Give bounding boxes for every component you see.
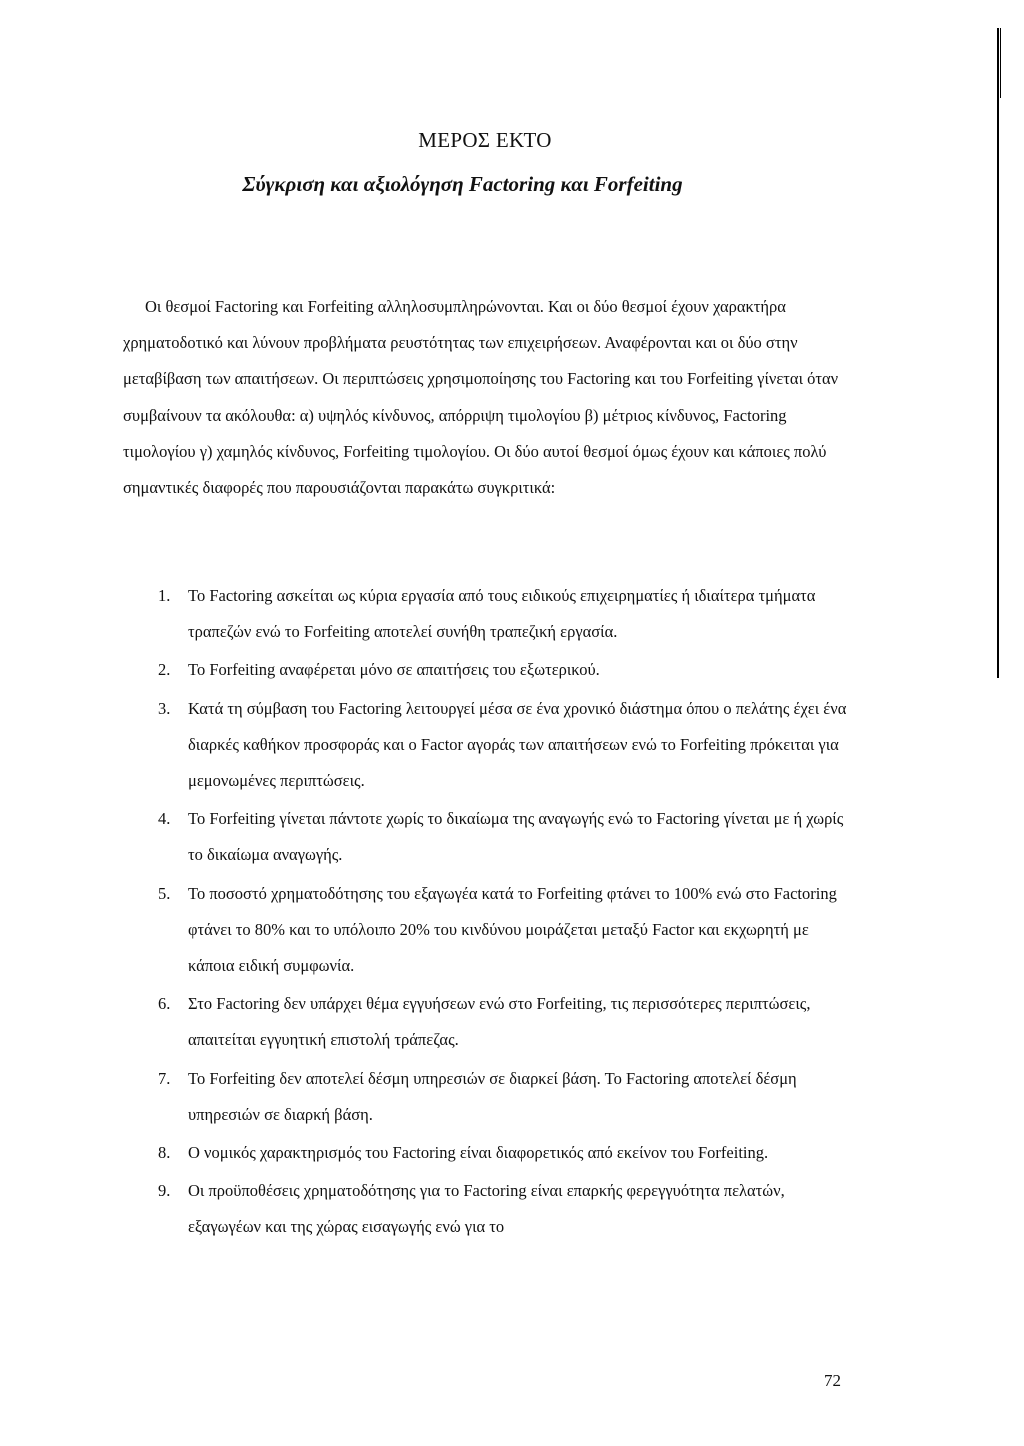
list-item <box>123 691 853 800</box>
list-item-text: Το ποσοστό χρηματοδότησης του εξαγωγέα κατά το Forfeiting φτάνει το 100% ενώ στο Factoring φτάνει το 80% και το υπόλοιπο 20% του κινδύνου μοιράζεται μεταξύ Factor και εκχωρητή με κάποια ειδική συμφωνία. <box>188 883 837 976</box>
list-item <box>123 578 853 650</box>
list-item-number: 7. <box>158 1068 171 1088</box>
list-item-number: 4. <box>158 809 171 829</box>
list-item-number: 9. <box>158 1181 171 1201</box>
list-item <box>123 1135 853 1171</box>
list-item-number: 2. <box>158 660 171 680</box>
page-number: 72 <box>824 1371 841 1390</box>
list-item-number: 6. <box>158 994 171 1014</box>
comparison-list <box>123 578 853 1248</box>
list-item-number: 1. <box>158 586 171 605</box>
list-item-text: Ο νομικός χαρακτηρισμός του Factoring είναι διαφορετικός από εκείνον του Forfeiting. <box>188 1143 769 1163</box>
list-item-number: 5. <box>158 883 171 903</box>
list-item <box>123 876 853 985</box>
scan-edge-line <box>997 28 999 678</box>
list-item-text: Το Factoring ασκείται ως κύρια εργασία από τους ειδικούς επιχειρηματίες ή ιδιαίτερα τμήματα τραπεζών ενώ το Forfeiting αποτελεί συνήθη τραπεζική εργασία. <box>188 586 816 642</box>
list-item-text: Στο Factoring δεν υπάρχει θέμα εγγυήσεων ενώ στο Forfeiting, τις περισσότερες περιπτώσεις, απαιτείται εγγυητική επιστολή τράπεζας. <box>188 994 811 1050</box>
scan-edge-line-thin <box>1000 28 1001 98</box>
section-subtitle: Σύγκριση και αξιολόγηση Factoring και Forfeiting <box>242 172 683 196</box>
list-item <box>123 1061 853 1133</box>
intro-paragraph: Οι θεσμοί Factoring και Forfeiting αλληλοσυμπληρώνονται. Και οι δύο θεσμοί έχουν χαρακτήρα χρηματοδοτικό και λύνουν προβλήματα ρευστότητας των επιχειρήσεων. Αναφέρονται και οι δύο στην μεταβίβαση των απαιτήσεων. Οι περιπτώσεις χρησιμοποίησης του Factoring και του Forfeiting γίνεται όταν συμβαίνουν τα ακόλουθα: α) υψηλός κίνδυνος, απόρριψη τιμολογίου β) μέτριος κίνδυνος, Factoring τιμολογίου γ) χαμηλός κίνδυνος, Forfeiting τιμολογίου. Οι δύο αυτοί θεσμοί όμως έχουν και κάποιες πολύ σημαντικές διαφορές που παρουσιάζονται παρακάτω συγκριτικά: <box>123 297 839 498</box>
list-item-text: Το Forfeiting αναφέρεται μόνο σε απαιτήσεις του εξωτερικού. <box>188 660 600 680</box>
section-title: ΜΕΡΟΣ ΕΚΤΟ <box>418 128 552 152</box>
list-item-text: Το Forfeiting γίνεται πάντοτε χωρίς το δικαίωμα της αναγωγής ενώ το Factoring γίνεται με ή χωρίς το δικαίωμα αναγωγής. <box>188 809 844 865</box>
list-item <box>123 986 853 1058</box>
list-item-text: Κατά τη σύμβαση του Factoring λειτουργεί μέσα σε ένα χρονικό διάστημα όπου ο πελάτης έχει ένα διαρκές καθήκον προσφοράς και ο Factor αγοράς των απαιτήσεων ενώ το Forfeiting πρόκειται για μεμονωμένες περιπτώσεις. <box>188 698 847 791</box>
list-item-number: 3. <box>158 698 171 718</box>
list-item <box>123 1173 853 1245</box>
list-item-text: Το Forfeiting δεν αποτελεί δέσμη υπηρεσιών σε διαρκεί βάση. Το Factoring αποτελεί δέσμη υπηρεσιών σε διαρκή βάση. <box>188 1068 797 1124</box>
list-item-number: 8. <box>158 1143 171 1163</box>
list-item <box>123 801 853 873</box>
list-item <box>123 652 853 688</box>
list-item-text: Οι προϋποθέσεις χρηματοδότησης για το Factoring είναι επαρκής φερεγγυότητα πελατών, εξαγωγέων και της χώρας εισαγωγής ενώ για το <box>188 1181 785 1237</box>
